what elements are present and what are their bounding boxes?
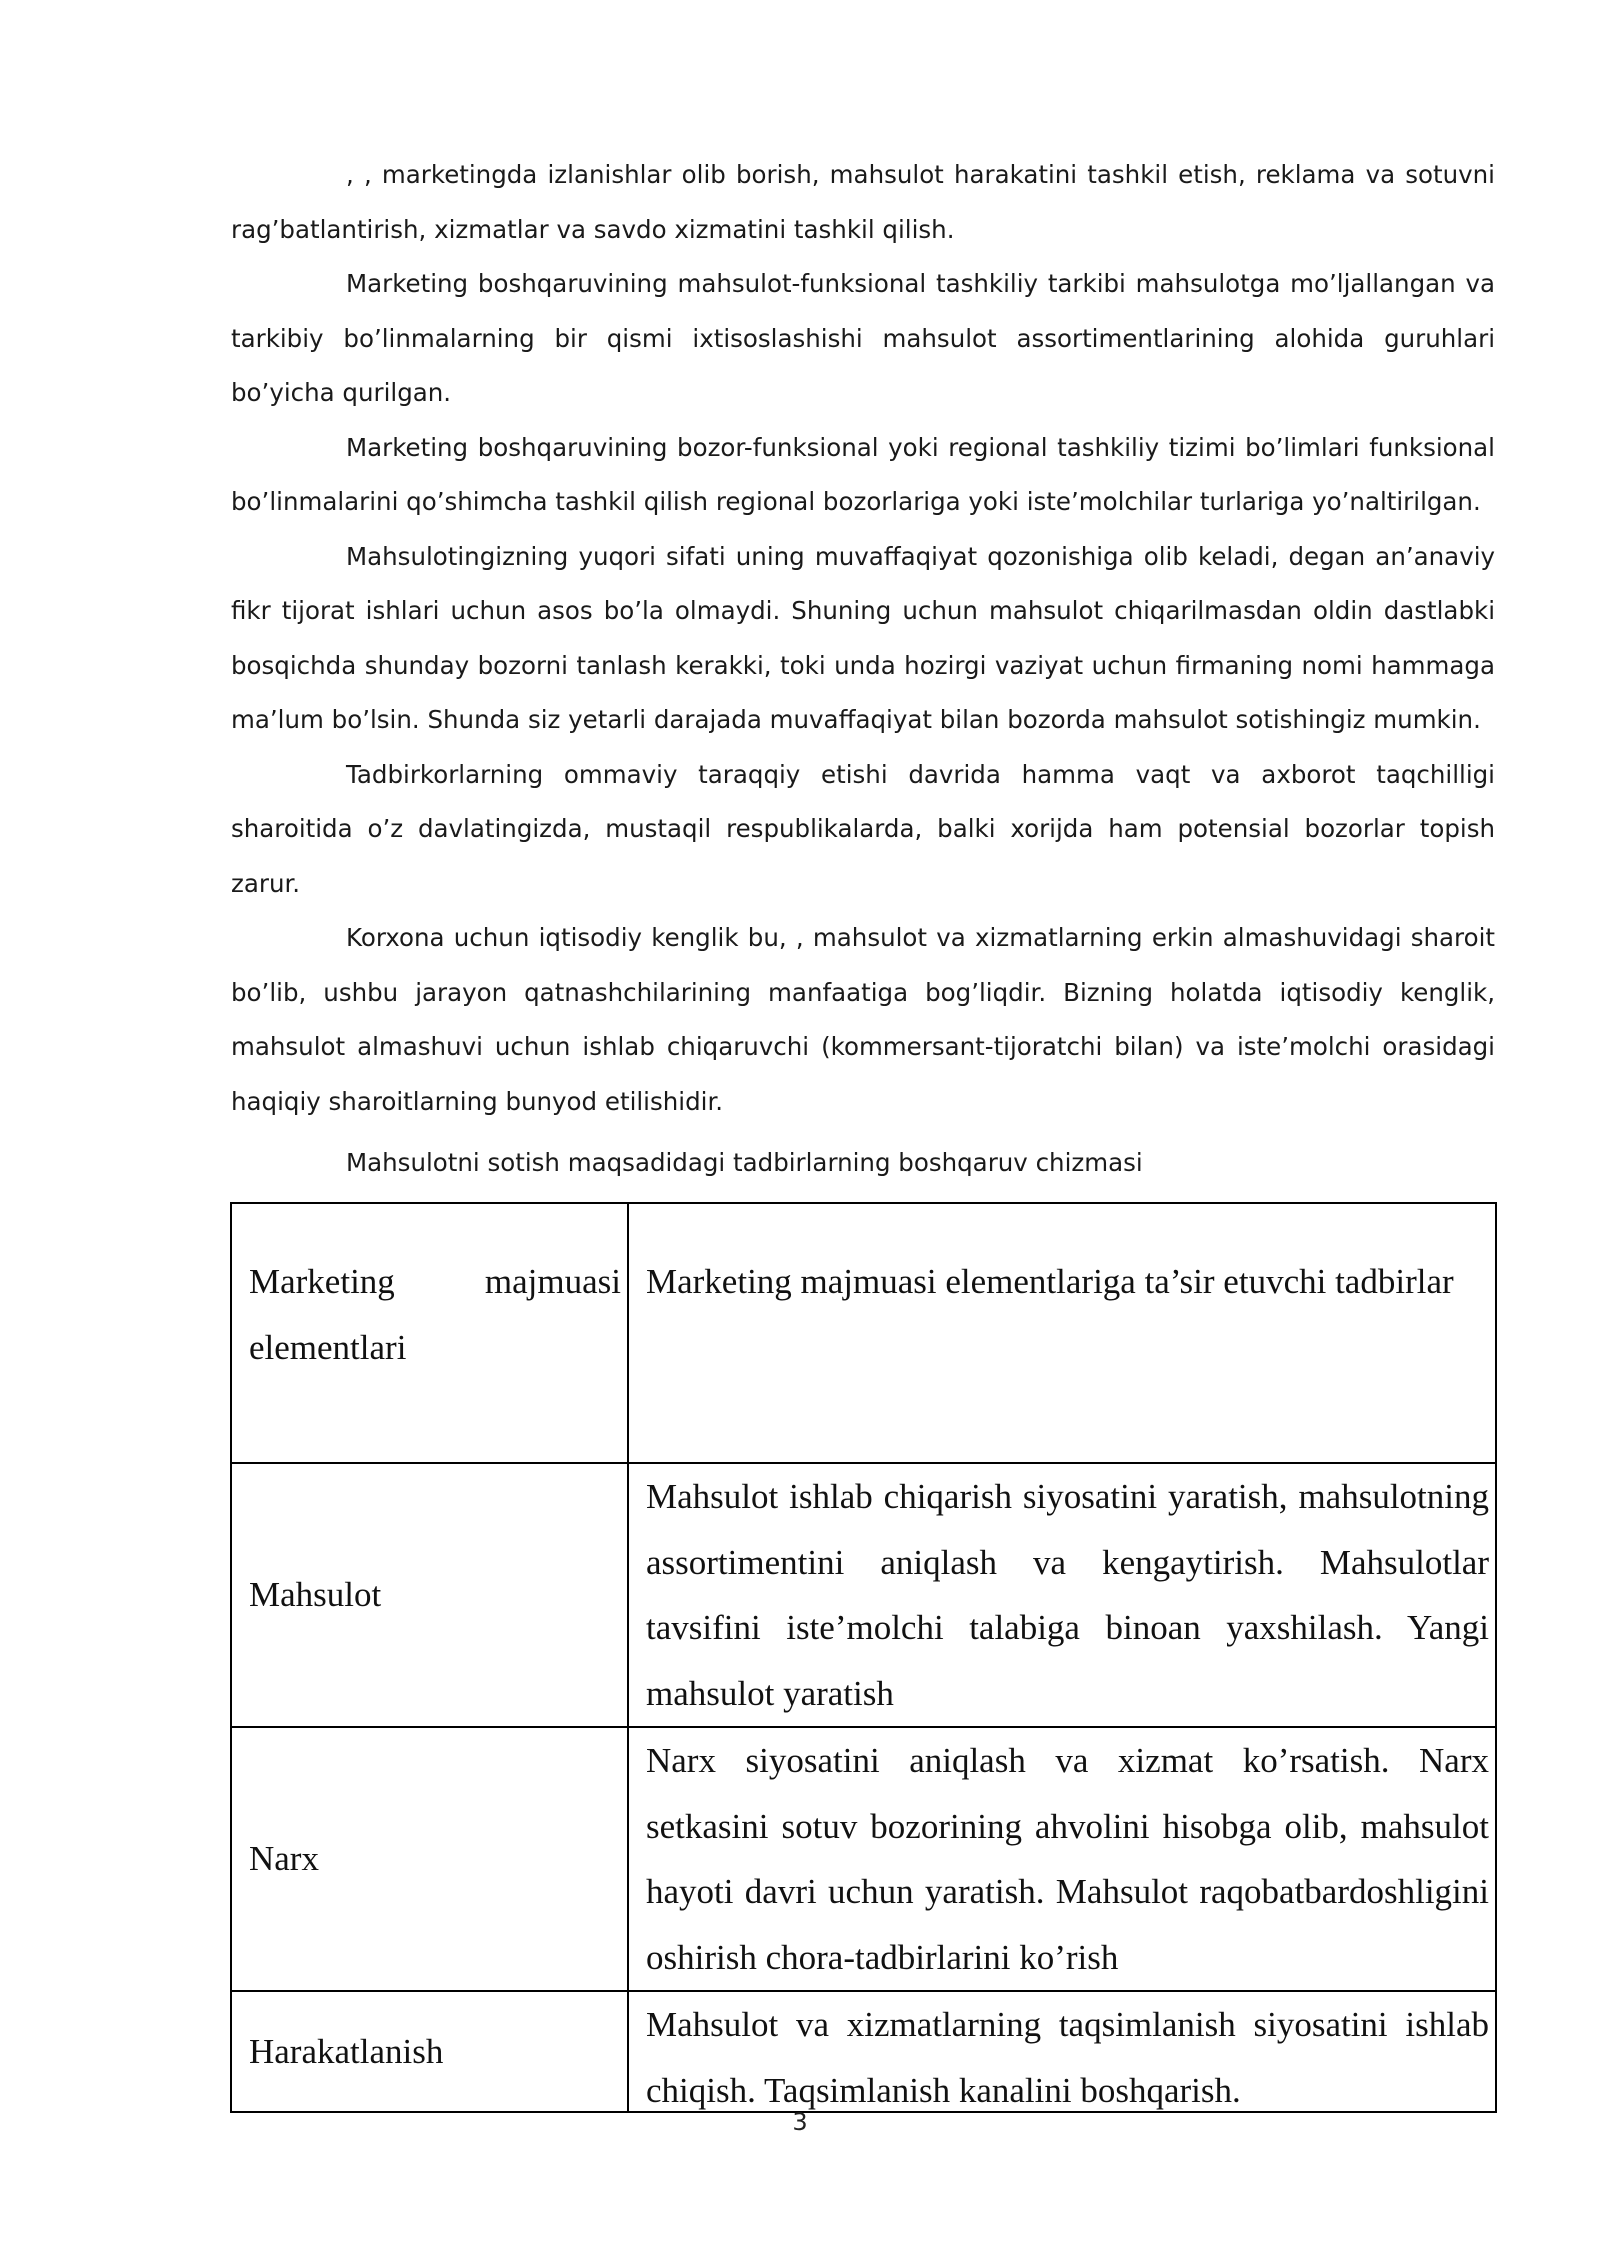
paragraph: Marketing boshqaruvining mahsulot-funksional tashkiliy tarkibi mahsulotga mo’ljallangan va tarkibiy bo’linmalarning bir qismi ixtisoslashishi mahsulot assortimentlarining alohida guruhlari bo’yicha qurilgan. xyxy=(231,269,1495,407)
row-measures-cell: Narx siyosatini aniqlash va xizmat ko’rsatish. Narx setkasini sotuv bozorining ahvolini hisobga olib, mahsulot hayoti davri uchun yaratish. Mahsulot raqobatbardoshligini oshirish chora-tadbirlarini ko’rish xyxy=(628,1727,1496,1991)
header-elements-text: Marketing majmuasi elementlari xyxy=(249,1262,621,1367)
table-caption: Mahsulotni sotish maqsadidagi tadbirlarning boshqaruv chizmasi xyxy=(346,1148,1143,1177)
paragraph: Marketing boshqaruvining bozor-funksional yoki regional tashkiliy tizimi bo’limlari funksional bo’linmalarini qo’shimcha tashkil qilish regional bozorlariga yoki iste’molchilar turlariga yo’naltirilgan. xyxy=(231,432,1495,516)
header-measures-text: Marketing majmuasi elementlariga ta’sir etuvchi tadbirlar xyxy=(646,1262,1454,1301)
row-measures-cell xyxy=(628,1991,1496,2112)
table-row xyxy=(231,1991,1496,2112)
paragraph: Korxona uchun iqtisodiy kenglik bu, , mahsulot va xizmatlarning erkin almashuvidagi sharoit bo’lib, ushbu jarayon qatnashchilarining manfaatiga bog’liqdir. Bizning holatda iqtisodiy kenglik, mahsulot almashuvi uchun ishlab chiqaruvchi (kommersant-tijoratchi bilan) va iste’molchi orasidagi haqiqiy sharoitlarning bunyod etilishidir. xyxy=(231,923,1495,1116)
table-header-row xyxy=(231,1203,1496,1463)
row-element-cell: Mahsulot xyxy=(231,1463,628,1727)
table-row xyxy=(231,1463,1496,1727)
body-text xyxy=(231,148,1495,1129)
paragraph: , , marketingda izlanishlar olib borish, mahsulot harakatini tashkil etish, reklama va sotuvni rag’batlantirish, xizmatlar va savdo xizmatini tashkil qilish. xyxy=(231,160,1495,244)
marketing-mix-table xyxy=(230,1202,1497,2113)
table-row xyxy=(231,1727,1496,1991)
row-measures-text: Mahsulot va xizmatlarning taqsimlanish siyosatini ishlab chiqish. Taqsimlanish kanalini boshqarish. xyxy=(646,2005,1489,2110)
paragraph: Tadbirkorlarning ommaviy taraqqiy etishi davrida hamma vaqt va axborot taqchilligi sharoitida o’z davlatingizda, mustaqil respublikalarda, balki xorijda ham potensial bozorlar topish zarur. xyxy=(231,759,1495,898)
header-cell-measures xyxy=(628,1203,1496,1463)
header-cell-elements xyxy=(231,1203,628,1463)
row-element-cell: Narx xyxy=(231,1727,628,1991)
row-element-cell: Harakatlanish xyxy=(231,1991,628,2112)
page-number: 3 xyxy=(792,2108,808,2136)
paragraph: Mahsulotingizning yuqori sifati uning muvaffaqiyat qozonishiga olib keladi, degan an’anaviy fikr tijorat ishlari uchun asos bo’la olmaydi. Shuning uchun mahsulot chiqarilmasdan oldin dastlabki bosqichda shunday bozorni tanlash kerakki, toki unda hozirgi vaziyat uchun firmaning nomi hammaga ma’lum bo’lsin. Shunda siz yetarli darajada muvaffaqiyat bilan bozorda mahsulot sotishingiz mumkin. xyxy=(231,541,1495,734)
row-measures-cell: Mahsulot ishlab chiqarish siyosatini yaratish, mahsulotning assortimentini aniqlash va kengaytirish. Mahsulotlar tavsifini iste’molchi talabiga binoan yaxshilash. Yangi mahsulot yaratish xyxy=(628,1463,1496,1727)
